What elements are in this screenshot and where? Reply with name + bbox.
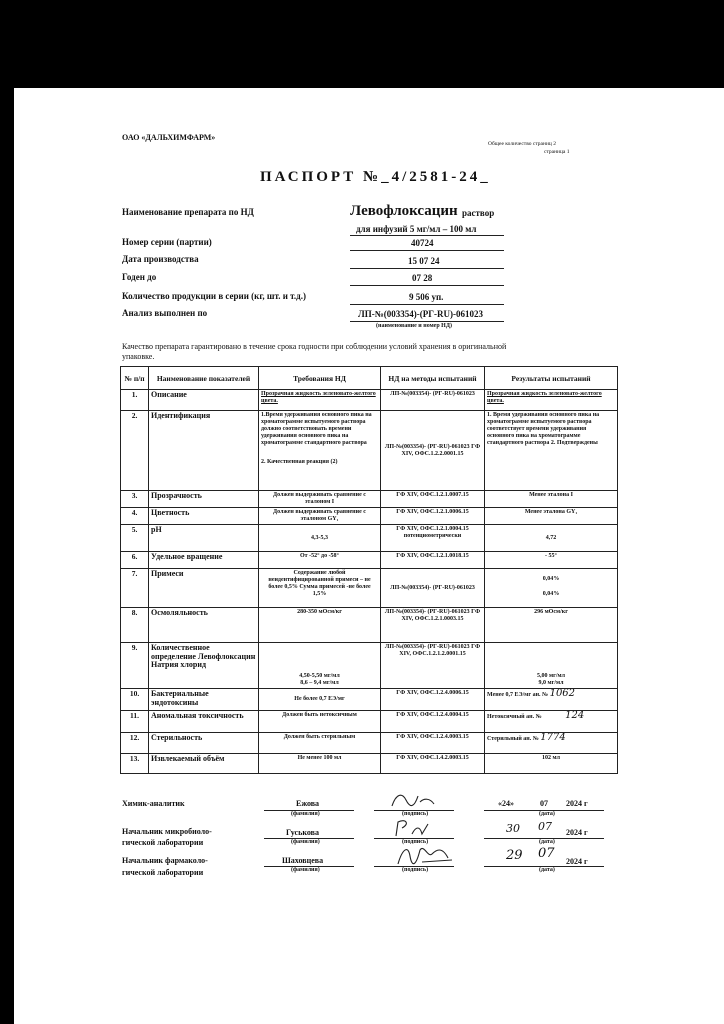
surname-pharmacology: Шаховцева — [282, 856, 324, 865]
signature-pharmacology — [392, 840, 462, 870]
test-results-table — [120, 366, 618, 774]
table-row: 5. pH 4,3-5,3 ГФ XIV, ОФС.1.2.1.0004.15 потенциометрически 4,72 — [121, 525, 618, 552]
date-month: 07 — [538, 846, 555, 861]
expiry-label: Годен до — [122, 272, 157, 282]
surname-caption: (фамилия) — [291, 839, 320, 845]
surname-chemist: Ежова — [296, 799, 320, 808]
date-day: «24» — [498, 799, 514, 808]
expiry-value: 07 28 — [412, 273, 433, 283]
name-label: Наименование препарата по НД — [122, 207, 254, 217]
handwritten-analysis-number: 1062 — [549, 688, 576, 699]
date-label: Дата производства — [122, 254, 199, 264]
name-value-form: раствор — [462, 208, 495, 218]
signature-caption: (подпись) — [402, 867, 429, 873]
date-year: 2024 г — [566, 857, 588, 866]
header-requirements: Требования НД — [259, 367, 381, 390]
role-microbiology: Начальник микробиоло- — [122, 827, 212, 836]
header-number: № п/п — [121, 367, 149, 390]
document-page — [14, 88, 724, 1024]
surname-caption: (фамилия) — [291, 811, 320, 817]
role-pharmacology-2: гической лаборатории — [122, 868, 204, 877]
analysis-label: Анализ выполнен по — [122, 308, 208, 318]
handwritten-analysis-number: 1774 — [540, 732, 566, 743]
signature-caption: (подпись) — [402, 811, 429, 817]
handwritten-analysis-number: 124 — [565, 710, 585, 721]
surname-caption: (фамилия) — [291, 867, 320, 873]
series-value: 40724 — [411, 238, 434, 248]
table-row: 10. Бактериальные эндотоксины Не более 0,7 ЕЭ/мг ГФ XIV, ОФС.1.2.4.0006.15 Менее 0,7 ЕЭ/мг ан. № 1062 — [121, 689, 618, 711]
role-microbiology-2: гической лаборатории — [122, 838, 204, 847]
table-row: 13. Извлекаемый объём Не менее 100 мл ГФ XIV, ОФС.1.4.2.0003.15 102 мл — [121, 754, 618, 774]
table-row: 9. Количественное определение Левофлоксацин Натрия хлорид 4,50-5,50 мг/мл 8,6 – 9,4 мг/мл ЛП-№(003354)- (РГ-RU)-061023 ГФ XIV, ОФС.1.2.1.2.0001.15 5,00 мг/мл 9,0 мг/мл — [121, 643, 618, 689]
table-row: 8. Осмоляльность 280-350 мОсм/кг ЛП-№(003354)- (РГ-RU)-061023 ГФ XIV, ОФС.1.2.1.0003.15 296 мОсм/кг — [121, 608, 618, 643]
date-day: 29 — [506, 848, 523, 863]
date-caption: (дата) — [539, 811, 555, 817]
date-caption: (дата) — [539, 867, 555, 873]
signature-chemist — [384, 788, 444, 812]
header-results: Результаты испытаний — [485, 367, 618, 390]
date-month: 07 — [540, 799, 548, 808]
table-row: 2. Идентификация 1.Время удерживания основного пика на хроматограмме испытуемого раствора должно соответствовать времени удерживания основного пика на хроматограмме стандартного раствора 2. Качественная реакция (2) ЛП-№(003354)- (РГ-RU)-061023 ГФ XIV, ОФС.1.2.2.0001.15 1. Время удерживания основного пика на хроматограмме испытуемого раствора соответствует времени удерживания основного пика на хроматограмме стандартного раствора 2. Подтверждены — [121, 411, 618, 491]
quantity-label: Количество продукции в серии (кг, шт. и т.д.) — [122, 291, 306, 301]
table-row: 3. Прозрачность Должен выдерживать сравнение с эталоном I ГФ XIV, ОФС.1.2.1.0007.15 Менее эталона I — [121, 491, 618, 508]
role-chemist: Химик-аналитик — [122, 799, 185, 808]
total-pages: Общее количество страниц 2 — [488, 141, 556, 147]
date-day: 30 — [506, 822, 520, 835]
analysis-value: ЛП-№(003354)-(РГ-RU)-061023 — [358, 309, 483, 319]
series-label: Номер серии (партии) — [122, 237, 212, 247]
passport-title: ПАСПОРТ №_4/2581-24_ — [260, 169, 491, 185]
date-year: 2024 г — [566, 828, 588, 837]
date-year: 2024 г — [566, 799, 588, 808]
surname-microbiology: Гуськова — [286, 828, 319, 837]
table-row: 1. Описание Прозрачная жидкость зеленовато-желтого цвета. ЛП-№(003354)- (РГ-RU)-061023 Прозрачная жидкость зеленовато-желтого цвета. — [121, 390, 618, 411]
header-name: Наименование показателей — [149, 367, 259, 390]
table-row: 7. Примеси Содержание любой неидентифицированной примеси – не более 0,5% Сумма примесей -не более 1,5% ЛП-№(003354)- (РГ-RU)-061023 0,04% 0,04% — [121, 569, 618, 608]
guarantee-text-1: Качество препарата гарантировано в течение срока годности при соблюдении условий хранения в оригинальной — [122, 342, 507, 351]
name-value-dose: для инфузий 5 мг/мл – 100 мл — [356, 224, 477, 234]
name-value: Левофлоксацин — [350, 203, 458, 219]
company-name: ОАО «ДАЛЬХИМФАРМ» — [122, 133, 216, 142]
analysis-caption: (наименование и номер НД) — [376, 323, 452, 329]
header-methods: НД на методы испытаний — [381, 367, 485, 390]
table-row: 11. Аномальная токсичность Должен быть нетоксичным ГФ XIV, ОФС.1.2.4.0004.15 Нетоксичный ан. № 124 — [121, 711, 618, 733]
table-row: 6. Удельное вращение От -52° до -58° ГФ XIV, ОФС.1.2.1.0018.15 - 55° — [121, 552, 618, 569]
page-number: страница 1 — [544, 149, 570, 155]
signature-microbiology — [386, 816, 446, 842]
role-pharmacology: Начальник фармаколо- — [122, 856, 208, 865]
quantity-value: 9 506 уп. — [409, 292, 444, 302]
date-caption: (дата) — [539, 839, 555, 845]
table-row: 12. Стерильность Должен быть стерильным ГФ XIV, ОФС.1.2.4.0003.15 Стерильный ан. № 1774 — [121, 733, 618, 754]
date-value: 15 07 24 — [408, 256, 440, 266]
signature-caption: (подпись) — [402, 839, 429, 845]
guarantee-text-2: упаковке. — [122, 352, 155, 361]
table-row: 4. Цветность Должен выдерживать сравнение с эталоном GY₁ ГФ XIV, ОФС.1.2.1.0006.15 Менее эталона GY₁ — [121, 508, 618, 525]
date-month: 07 — [538, 820, 552, 833]
